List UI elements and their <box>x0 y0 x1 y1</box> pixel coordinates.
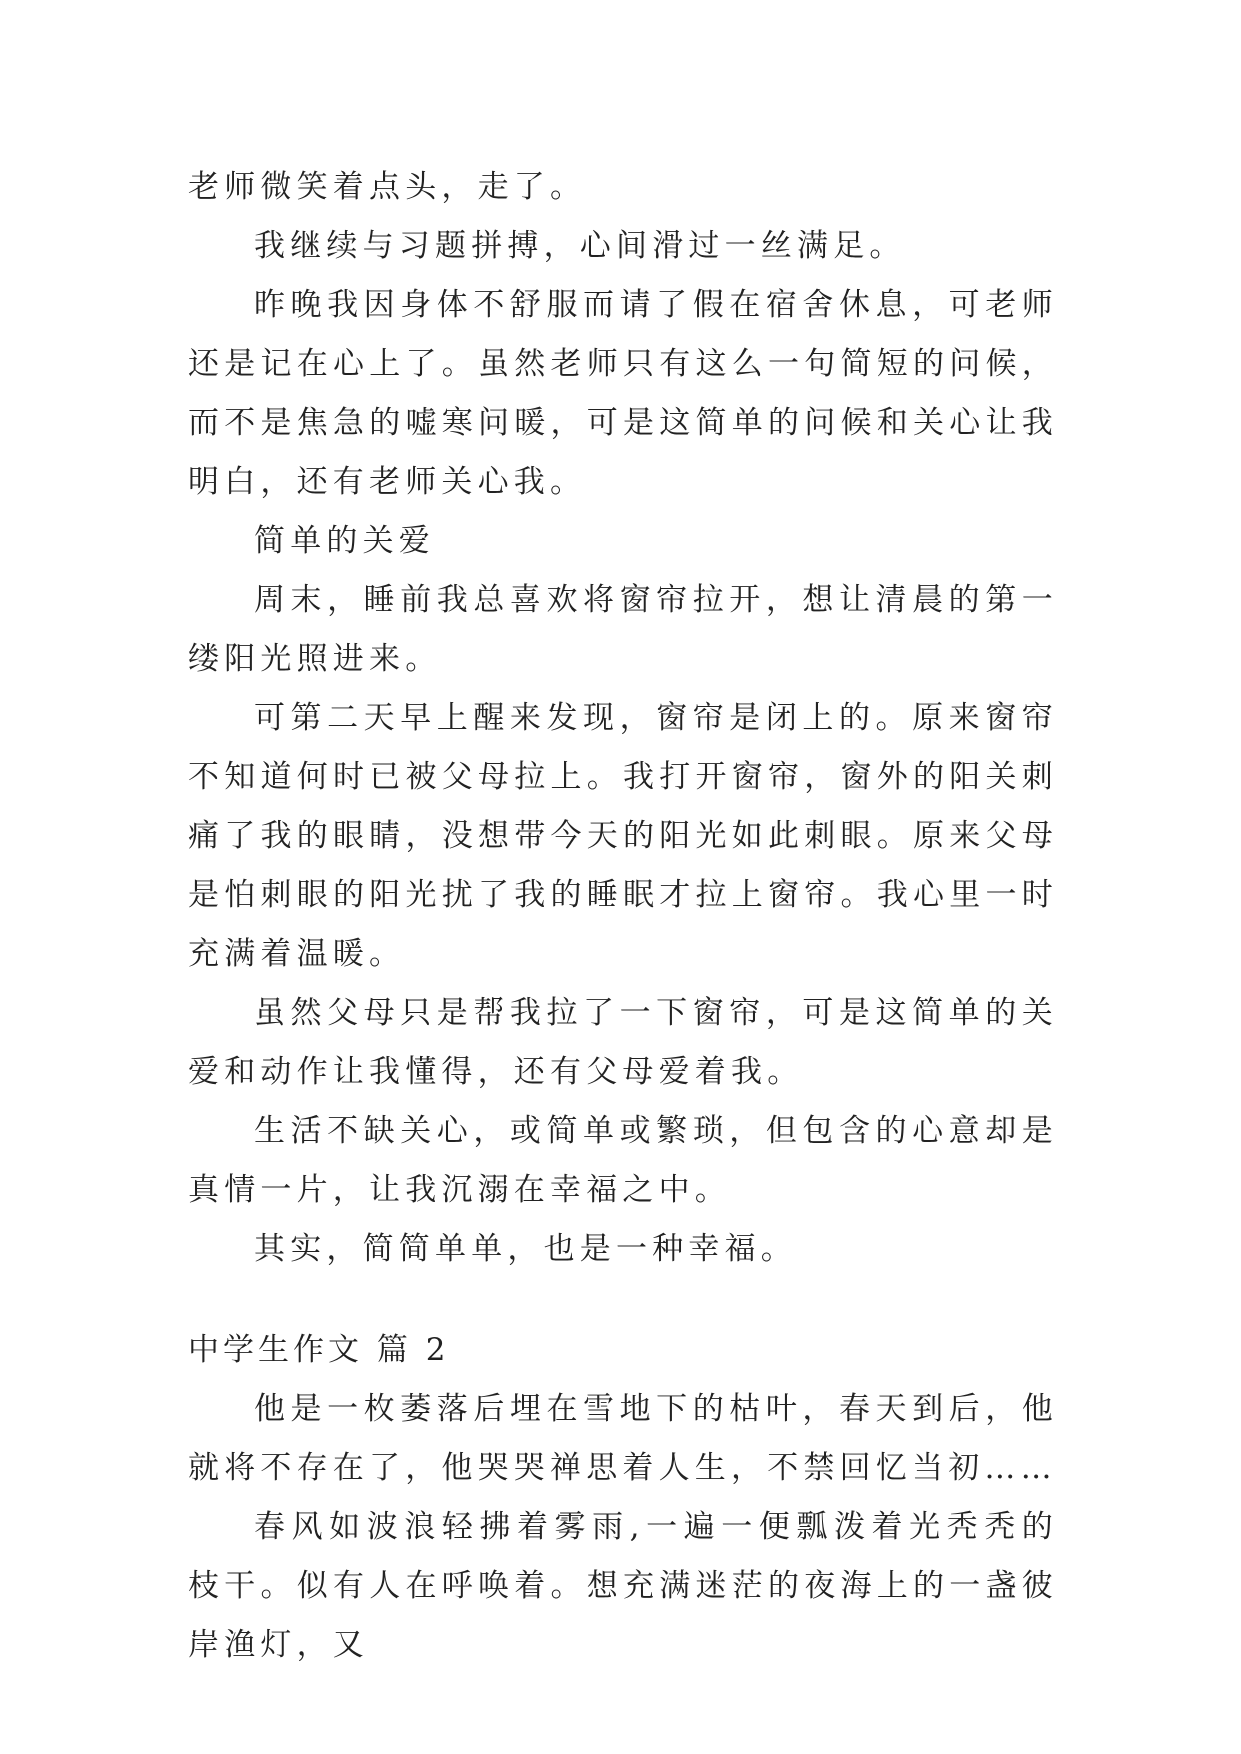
section-title: 中学生作文 篇 2 <box>188 1332 450 1368</box>
paragraph-parents-curtain: 虽然父母只是帮我拉了一下窗帘，可是这简单的关爱和动作让我懂得，还有父母爱着我。 <box>188 995 1058 1090</box>
paragraph-teacher-nod: 老师微笑着点头，走了。 <box>188 169 587 205</box>
paragraph-next-morning: 可第二天早上醒来发现，窗帘是闭上的。原来窗帘不知道何时已被父母拉上。我打开窗帘，窗外的阳关刺痛了我的眼睛，没想带今天的阳光如此刺眼。原来父母是怕刺眼的阳光扰了我的睡眠才拉上窗帘。我心里一时充满着温暖。 <box>188 700 1058 972</box>
paragraph-weekend: 周末，睡前我总喜欢将窗帘拉开，想让清晨的第一缕阳光照进来。 <box>188 582 1058 677</box>
paragraph-spring-wind: 春风如波浪轻拂着雾雨,一遍一便瓢泼着光秃秃的枝干。似有人在呼唤着。想充满迷茫的夜海上的一盏彼岸渔灯，又 <box>188 1509 1058 1663</box>
paragraph-life-care: 生活不缺关心，或简单或繁琐，但包含的心意却是真情一片，让我沉溺在幸福之中。 <box>188 1113 1058 1208</box>
paragraph-last-night: 昨晚我因身体不舒服而请了假在宿舍休息，可老师还是记在心上了。虽然老师只有这么一句简短的问候，而不是焦急的嘘寒问暖，可是这简单的问候和关心让我明白，还有老师关心我。 <box>188 287 1058 500</box>
paragraph-simple-happiness: 其实，简简单单，也是一种幸福。 <box>254 1231 797 1267</box>
paragraph-exercises: 我继续与习题拼搏，心间滑过一丝满足。 <box>254 228 906 264</box>
document-body <box>188 158 1058 1675</box>
subheading-simple-care: 简单的关爱 <box>254 523 435 559</box>
paragraph-withered-leaf: 他是一枚萎落后埋在雪地下的枯叶，春天到后，他就将不存在了，他哭哭禅思着人生，不禁回忆当初…… <box>188 1391 1058 1486</box>
